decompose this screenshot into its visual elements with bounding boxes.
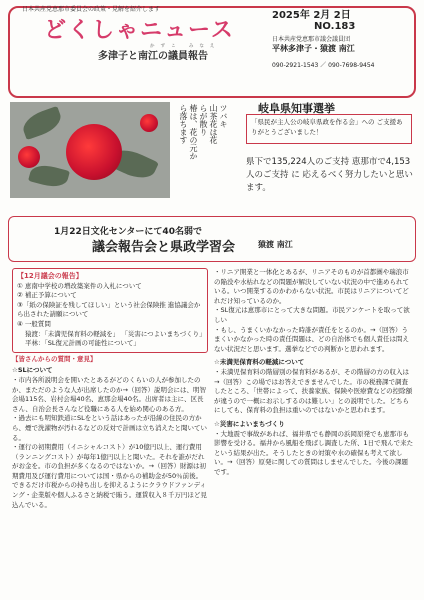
agenda-item: ② 補正予算について — [17, 291, 77, 300]
childcare-text: ・未満児保育料の階層別の保育料があるが、その階層の方の収入は→（回答）この場ではお答えできませんでした。市の税務課で調査したところ、「世帯によって、扶養家族、保険や医療費などの控除額が違うので一概にお示しするのは難しい」との説明でした。どちらにしても、保育料の負担は重いのではないかと思われます。 — [214, 367, 413, 415]
disaster-text: ・大地震で事故があれば、福井県でも静岡の浜岡原発でも恵那市も影響を受ける。福井から風船を飛ばし調査した所、1日で飛んで来たという結果が出た。そうしたときの対策や水の確保も考えて欲しい。→（回答）原発に関しての質問はしませんでした。今後の課題です。 — [214, 429, 414, 476]
phone-1: 090-2921-1543 — [272, 62, 319, 69]
newsletter-subtitle: 多津子と南江の議員報告 — [98, 51, 208, 62]
caption-col-2: 山茶花は花 — [209, 104, 218, 144]
name-ruby: かずこ みなえ — [150, 44, 221, 49]
governor-body: 県下で135,224人のご支持 恵那市で4,153人のご支持 に 応えるべく努力したいと思います。 — [246, 157, 413, 193]
caption-col-3: らが散り — [199, 104, 208, 136]
banner-heading: 議会報告会と県政学習会 — [92, 240, 236, 255]
caption-col-5: ら落ちます — [179, 104, 188, 144]
issue-info — [272, 6, 406, 69]
sl-item: ・市内各所説明会を開いたとあるがどのくらいの人が参加したのか、まただのような人が出席したのか→（回答）説明会には、明智会場115名、岩村会場40名、恵那会場40名。出席者は主に、区長さん、自治会長さんなど役職にある人を始め関心のある方。 — [12, 375, 206, 413]
publisher: 日本共産党恵那市議会議員団 — [272, 36, 351, 43]
issue-date: 2025年 2月 2日 — [272, 10, 351, 21]
authors: 平林多津子・猿渡 南江 — [272, 44, 355, 53]
issue-number: NO.183 — [314, 21, 356, 32]
agenda-item: ④ 一般質問 — [17, 319, 51, 328]
phone-2: 090-7698-9454 — [328, 62, 375, 69]
governor-quote: 「県民が主人公の岐阜県政を作る会」への ご支援ありがとうございました！ — [246, 114, 412, 144]
agenda-item: ① 恵南中学校の増改築案件の入札について — [17, 281, 142, 290]
tagline: 日本共産党恵那市委員会の政策・見解を紹介します — [22, 6, 161, 13]
agenda-box — [12, 268, 208, 353]
camellia-photo — [10, 102, 170, 198]
right-item: ・リニア開業と一体化とあるが、リニアそのものが首都圏や瑞浪市の陥没や水枯れなどの問題が解決していない状況の中で進められている。いつ開業するのかわからない状況。市民はリニアについてどれだけ知っているのか。 — [214, 268, 409, 305]
sl-title: ☆SLについて — [12, 366, 53, 375]
phone-numbers: 090-2921-1543 ／ 090-7698-9454 — [272, 62, 375, 69]
disaster-title: ☆災害によいまちづくり — [214, 419, 285, 428]
banner-subheading: 1月22日文化センターにて40名弱で — [54, 227, 202, 237]
caption-col-1: ツバキ — [219, 104, 228, 128]
opinion-title: 【皆さんからの質問・意見】 — [12, 354, 97, 363]
banner-authors: 猿渡 南江 — [258, 240, 293, 249]
left-column — [12, 268, 208, 510]
sl-item: ・過去にも明知鉄道にSLをという話はあったが沿線の住民の方から、煙で洗濯物が汚れるなどの反対で計画は立ち消えたと聞いている。 — [12, 414, 207, 442]
caption-col-4: 椿は、花の元か — [189, 104, 198, 160]
sl-item: ・運行の初期費用（イニシャルコスト）が10億円以上、運行費用（ランニングコスト）が毎年1億円以上と聞いた。それを誰がだれがお金を。市の負担が多くなるのではないか。→（回答）財源は初期費用及び運行費用については国・県からの補助金が50％前後。できるだけ市税からの持ち出しを抑えるようにクラウドファンディング・企業版や個人ふるさと納税で賄う。運賃収入８千万円ほど見込んでいる。 — [12, 443, 207, 509]
right-item: ・SL復元は恵那市にとって大きな問題。市民アンケートを取って欲しい — [214, 306, 410, 324]
governor-title: 岐阜県知事選挙 — [258, 102, 335, 115]
agenda-item: 平林：「SL復元計画の可能性について」 — [25, 339, 140, 348]
childcare-title: ☆未満児保育料の軽減について — [214, 358, 305, 367]
agenda-item: ③「紙の保険証を残してほしい」という社会保険推 進協議会から出された請願について — [17, 300, 201, 319]
newsletter-title: どくしゃニュース — [44, 18, 235, 43]
right-column — [214, 268, 414, 477]
right-item: ・もし、うまくいかなかった時誰が責任をとるのか。→（回答）うまくいかなかった時の責任問題は、どの自治体でも個人責任は問えない状況だと思います。選挙などでの判断かと思われます。 — [214, 325, 409, 353]
agenda-item: 猿渡：「未満児保育料の軽減を」 「災害につよいまちづくり」 — [25, 329, 206, 338]
agenda-title: 【12月議会の報告】 — [17, 272, 83, 280]
